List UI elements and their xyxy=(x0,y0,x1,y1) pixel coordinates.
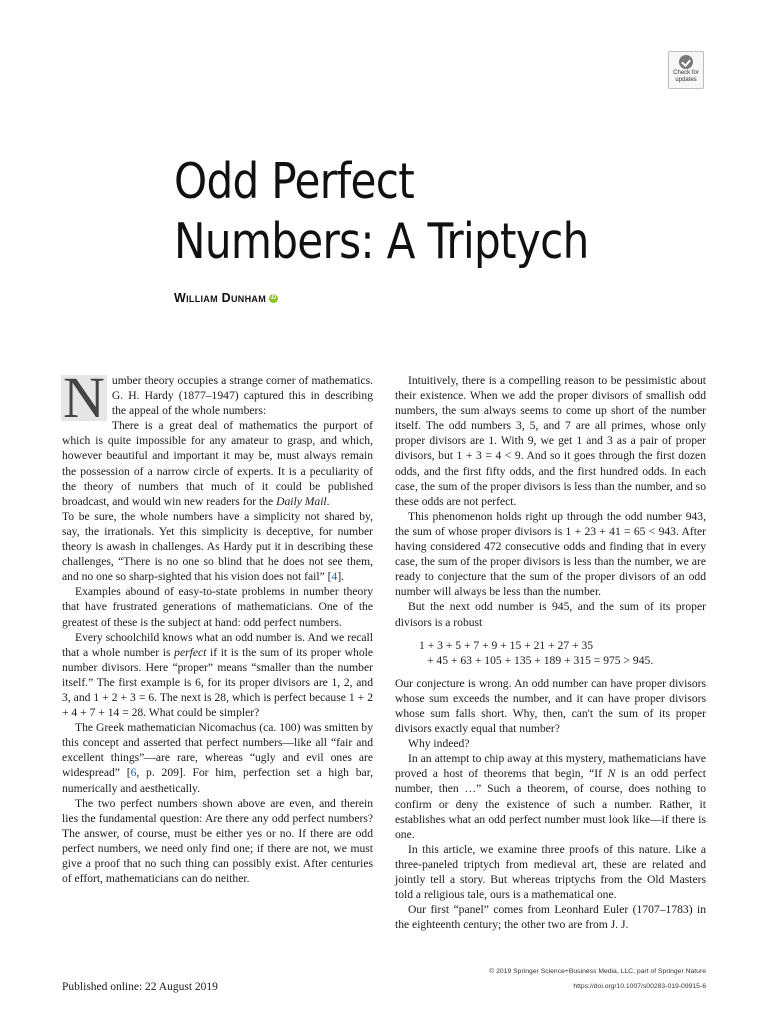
paragraph-intuition: Intuitively, there is a compelling reason to be pessimistic about their existence. When we add the proper divisors of smallish odd numbers, the sum always seems to come up short of the number itself. The odd numbers 3, 5, and 7 are all primes, whose only proper divisors are 1. With 9, we get 1 and 3 as a pair of proper divisors, but 1 + 3 = 4 < 9. And so it goes through the first dozen odds, and the first fifty odds, and the first hundred odds. In each case, the sum of the proper divisors is less than the number, and so these odds are not perfect. xyxy=(395,374,706,508)
check-updates-icon xyxy=(679,55,693,69)
hardy-quote: There is a great deal of mathematics the purport of which is quite impossible for any amateur to grasp, and which, however beautiful and important it may be, must always remain the possession of a narrow circle of experts. It is a peculiarity of the theory of numbers that much of it could be published broadcast, and would win new readers for the Daily Mail. xyxy=(62,419,373,508)
paragraph-triptych: In this article, we examine three proofs of this nature. Like a three-paneled triptych from medieval art, these are related and jointly tell a story. But whereas triptychs from the Old Masters told a religious tale, ours is a mathematical one. xyxy=(395,842,706,902)
title-line-2: Numbers: A Triptych xyxy=(174,213,589,270)
paragraph-next-odd: But the next odd number is 945, and the sum of its proper divisors is a robust xyxy=(395,600,706,629)
check-for-updates-badge[interactable] xyxy=(668,51,704,89)
paragraph-examples: Examples abound of easy-to-state problems in number theory that have frustrated generations of mathematicians. One of the greatest of these is the subject at hand: odd perfect numbers. xyxy=(62,585,373,629)
daily-mail-italic: Daily Mail xyxy=(276,494,327,508)
paragraph-simplicity: To be sure, the whole numbers have a simplicity not shared by, say, the irrationals. Yet this simplicity is deceptive, for number theory is awash in challenges. As Hardy put it in describing these challenges, “There is no one so blind that he does not see them, and no one so sharp-sighted that his vision does not fail” [4]. xyxy=(62,509,373,584)
equation-line-1: 1 + 3 + 5 + 7 + 9 + 15 + 21 + 27 + 35 xyxy=(419,638,594,652)
copyright-notice: © 2019 Springer Science+Business Media, LLC, part of Springer Nature xyxy=(489,968,706,975)
orcid-icon[interactable]: iD xyxy=(270,295,277,302)
right-column xyxy=(395,373,706,932)
citation-link-4[interactable]: 4 xyxy=(331,570,338,584)
paragraph-phenomenon: This phenomenon holds right up through the odd number 943, the sum of whose proper divisors is 1 + 23 + 41 = 65 < 943. After having considered 472 consecutive odds and finding that in every case, the sum of the proper divisors is less than the number, we are ready to conjecture that the sum of the proper divisors of an odd number will always be less than the number. xyxy=(395,509,706,599)
divisor-sum-equation xyxy=(395,638,706,668)
intro-paragraph: N umber theory occupies a strange corner of mathematics. G. H. Hardy (1877–1947) captured this in describing the appeal of the whole numbers: xyxy=(63,365,373,430)
equation-line-2: + 45 + 63 + 105 + 135 + 189 + 315 = 975 > 945. xyxy=(427,653,654,667)
citation-link-6[interactable]: 6 xyxy=(130,766,137,780)
paragraph-first-panel: Our first “panel” comes from Leonhard Euler (1707–1783) in the eighteenth century; the other two are from J. J. xyxy=(395,903,706,932)
paragraph-conjecture-wrong: Our conjecture is wrong. An odd number can have proper divisors whose sum exceeds the number, and it can have proper divisors whose sum falls short. Why, then, can't the sum of its proper divisors exactly equal that number? xyxy=(395,676,706,736)
paragraph-theorems: In an attempt to chip away at this mystery, mathematicians have proved a host of theorems that begin, “If N is an odd perfect number, then …” Such a theorem, of course, does nothing to confirm or deny the existence of such a number. Rather, it establishes what an odd perfect number must look like—if there is one. xyxy=(395,752,706,841)
paragraph-definition: Every schoolchild knows what an odd number is. And we recall that a whole number is perfect if it is the sum of its proper whole number divisors. Here “proper” means “smaller than the number itself.” The first example is 6, for its proper divisors are 1, 2, and 3, and 1 + 2 + 3 = 6. The next is 28, which is perfect because 1 + 2 + 4 + 7 + 14 = 28. What could be simpler? xyxy=(62,630,373,720)
title-line-1: Odd Perfect xyxy=(174,153,415,210)
footer-info xyxy=(489,964,706,994)
article-title xyxy=(174,152,589,272)
published-date: Published online: 22 August 2019 xyxy=(62,981,218,993)
author-name: William Dunham xyxy=(174,291,266,305)
left-column xyxy=(62,365,373,886)
paragraph-fundamental-question: The two perfect numbers shown above are even, and therein lies the fundamental question: Are there any odd perfect numbers? The answer, of course, must be either yes or no. If there are odd perfect numbers, we need only find one; if there are not, we must give a proof that no such thing can possibly exist. After centuries of effort, mathematicians can do neither. xyxy=(62,796,373,886)
drop-cap: N xyxy=(63,365,105,430)
author-byline xyxy=(174,291,278,305)
paragraph-why-indeed: Why indeed? xyxy=(408,737,470,751)
doi-link[interactable]: https://doi.org/10.1007/s00283-019-09915-6 xyxy=(573,983,706,990)
check-updates-label: Check for updates xyxy=(673,70,699,83)
paragraph-nicomachus: The Greek mathematician Nicomachus (ca. 100) was smitten by this concept and asserted that perfect numbers—like all “fair and excellent things”—are rare, whereas “ugly and evil ones are widespread” [6, p. 209]. For him, perfection set a high bar, numerically and aesthetically. xyxy=(62,721,373,795)
